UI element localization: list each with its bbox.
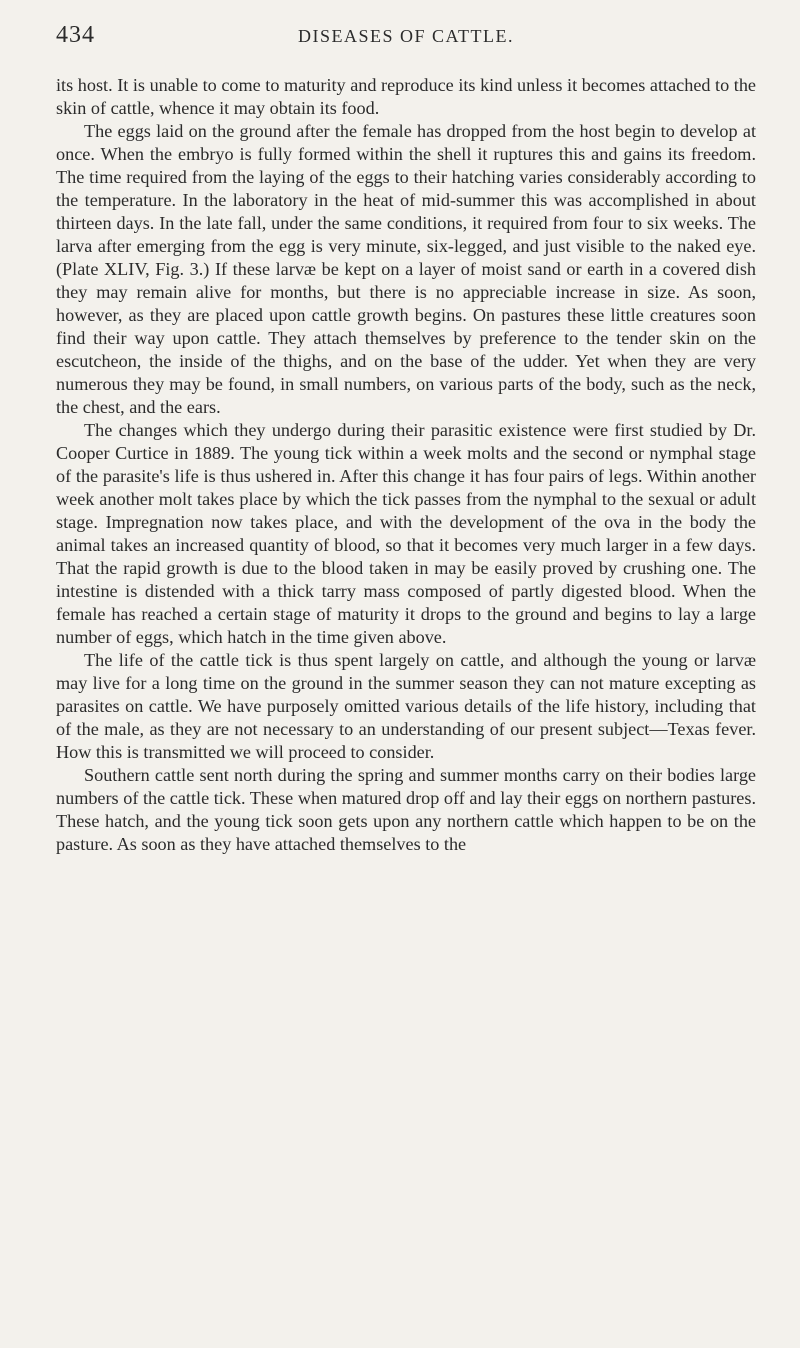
paragraph: The life of the cattle tick is thus spent largely on cattle, and although the young or larvæ may live for a long time on the ground in the summer season they can not mature excepting as parasites on cattle. We have purposely omitted various details of the life history, including that of the male, as they are not necessary to an understanding of our present subject—Texas fever. How this is transmitted we will proceed to consider. [56,650,756,762]
paragraph: Southern cattle sent north during the spring and summer months carry on their bodies large numbers of the cattle tick. These when matured drop off and lay their eggs on northern pastures. These hatch, and the young tick soon gets upon any northern cattle which happen to be on the pasture. As soon as they have attached themselves to the [56,765,756,854]
paragraph-continuation: its host. It is unable to come to maturity and reproduce its kind unless it becomes attached to the skin of cattle, whence it may obtain its food. [56,75,756,118]
running-head [56,22,756,56]
running-title: DISEASES OF CATTLE. [297,26,514,46]
page-number: 434 [56,22,95,48]
paragraph: The changes which they undergo during their parasitic existence were first studied by Dr. Cooper Curtice in 1889. The young tick within a week molts and the second or nymphal stage of the parasite's life is thus ushered in. After this change it has four pairs of legs. Within another week another molt takes place by which the tick passes from the nymphal to the sexual or adult stage. Impregnation now takes place, and with the development of the ova in the body the animal takes an increased quantity of blood, so that it becomes very much larger in a few days. That the rapid growth is due to the blood taken in may be easily proved by crushing one. The intestine is distended with a thick tarry mass composed of partly digested blood. When the female has reached a certain stage of maturity it drops to the ground and begins to lay a large number of eggs, which hatch in the time given above. [56,420,756,647]
body-text [56,74,756,856]
paragraph: The eggs laid on the ground after the female has dropped from the host begin to develop at once. When the embryo is fully formed within the shell it ruptures this and gains its freedom. The time required from the laying of the eggs to their hatching varies considerably according to the temperature. In the laboratory in the heat of mid-summer this was accomplished in about thirteen days. In the late fall, under the same conditions, it required from four to six weeks. The larva after emerging from the egg is very minute, six-legged, and just visible to the naked eye. (Plate XLIV, Fig. 3.) If these larvæ be kept on a layer of moist sand or earth in a covered dish they may remain alive for months, but there is no appreciable increase in size. As soon, however, as they are placed upon cattle growth begins. On pastures these little creatures soon find their way upon cattle. They attach themselves by preference to the tender skin on the escutcheon, the inside of the thighs, and on the base of the udder. Yet when they are very numerous they may be found, in small numbers, on various parts of the body, such as the neck, the chest, and the ears. [56,121,756,417]
